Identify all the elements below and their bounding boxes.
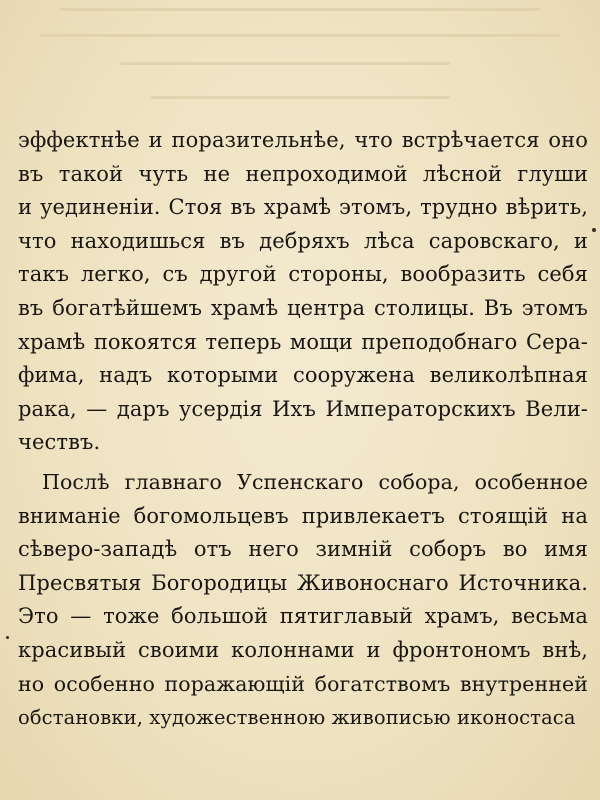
text-line: Послѣ главнаго Успенскаго собора, особенное xyxy=(42,469,588,494)
text-line: въ богатѣйшемъ храмѣ центра столицы. Въ этомъ xyxy=(18,295,588,320)
text-line: храмѣ покоятся теперь мощи преподобнаго Сера- xyxy=(18,329,588,354)
text-line: сѣверо-западѣ отъ него зимній соборъ во имя xyxy=(18,537,588,562)
text-line: обстановки, художественною живописью иконостаса xyxy=(18,706,576,730)
text-line: рака, — даръ усердія Ихъ Императорскихъ Вели- xyxy=(18,396,588,421)
bleed-through-text xyxy=(0,0,600,120)
text-line: красивый своими колоннами и фронтономъ внѣ, xyxy=(18,637,588,662)
ink-speck xyxy=(592,228,596,232)
text-line: что находишься въ дебряхъ лѣса саровскаго, и xyxy=(18,228,588,253)
text-line: фима, надъ которыми сооружена великолѣпная xyxy=(18,363,588,388)
paragraph xyxy=(18,466,588,735)
text-line: въ такой чуть не непроходимой лѣсной глуши xyxy=(18,161,588,186)
paragraph xyxy=(18,124,588,460)
text-line: и уединеніи. Стоя въ храмѣ этомъ, трудно вѣрить, xyxy=(18,195,588,220)
text-line: но особенно поражающій богатствомъ внутренней xyxy=(18,671,588,696)
text-line: Это — тоже большой пятиглавый храмъ, весьма xyxy=(18,604,588,629)
text-line: эффектнѣе и поразительнѣе, что встрѣчается оно xyxy=(18,128,588,152)
ink-speck xyxy=(6,636,9,639)
body-text xyxy=(18,124,588,735)
text-line: Пресвятыя Богородицы Живоноснаго Источника. xyxy=(18,570,588,595)
text-line: такъ легко, съ другой стороны, вообразить себя xyxy=(18,262,588,287)
text-line: чествъ. xyxy=(18,430,101,455)
text-line: вниманіе богомольцевъ привлекаетъ стоящій на xyxy=(18,503,588,528)
